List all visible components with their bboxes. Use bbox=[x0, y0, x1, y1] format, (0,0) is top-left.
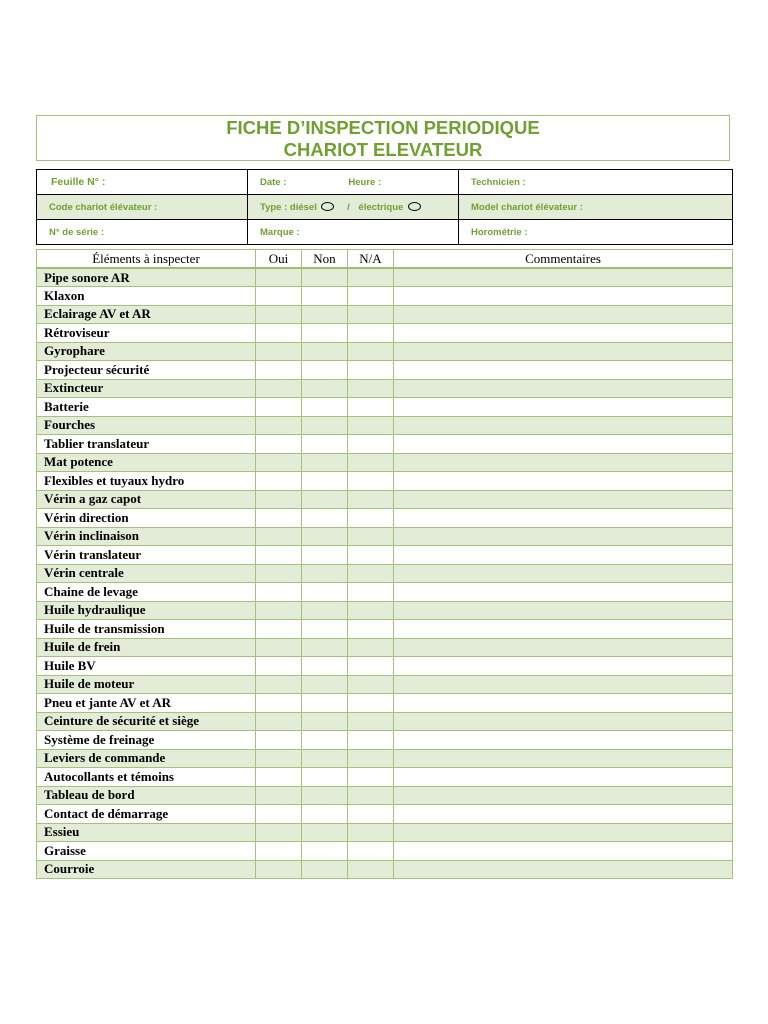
comment-cell[interactable] bbox=[394, 823, 733, 842]
header-oui: Oui bbox=[256, 250, 302, 269]
na-cell[interactable] bbox=[348, 620, 394, 639]
item-label: Vérin direction bbox=[37, 509, 256, 528]
comment-cell[interactable] bbox=[394, 435, 733, 454]
table-row bbox=[37, 342, 733, 361]
item-label: Vérin translateur bbox=[37, 546, 256, 565]
table-row bbox=[37, 527, 733, 546]
na-cell[interactable] bbox=[348, 675, 394, 694]
non-cell[interactable] bbox=[302, 786, 348, 805]
oui-cell[interactable] bbox=[256, 601, 302, 620]
comment-cell[interactable] bbox=[394, 638, 733, 657]
horometrie-label: Horométrie : bbox=[471, 226, 528, 238]
info-table bbox=[36, 169, 733, 245]
na-cell[interactable] bbox=[348, 564, 394, 583]
table-row bbox=[37, 823, 733, 842]
comment-cell[interactable] bbox=[394, 712, 733, 731]
non-cell[interactable] bbox=[302, 472, 348, 491]
table-row bbox=[37, 583, 733, 602]
item-label: Projecteur sécurité bbox=[37, 361, 256, 380]
item-label: Essieu bbox=[37, 823, 256, 842]
item-label: Vérin inclinaison bbox=[37, 527, 256, 546]
na-cell[interactable] bbox=[348, 712, 394, 731]
item-label: Gyrophare bbox=[37, 342, 256, 361]
marque-field[interactable] bbox=[248, 220, 459, 245]
comment-cell[interactable] bbox=[394, 509, 733, 528]
comment-cell[interactable] bbox=[394, 860, 733, 879]
non-cell[interactable] bbox=[302, 842, 348, 861]
oui-cell[interactable] bbox=[256, 583, 302, 602]
oui-cell[interactable] bbox=[256, 731, 302, 750]
comment-cell[interactable] bbox=[394, 416, 733, 435]
na-cell[interactable] bbox=[348, 842, 394, 861]
comment-cell[interactable] bbox=[394, 583, 733, 602]
oui-cell[interactable] bbox=[256, 620, 302, 639]
oui-cell[interactable] bbox=[256, 509, 302, 528]
item-label: Rétroviseur bbox=[37, 324, 256, 343]
non-cell[interactable] bbox=[302, 638, 348, 657]
oui-cell[interactable] bbox=[256, 305, 302, 324]
comment-cell[interactable] bbox=[394, 472, 733, 491]
comment-cell[interactable] bbox=[394, 620, 733, 639]
header-commentaires: Commentaires bbox=[394, 250, 733, 269]
comment-cell[interactable] bbox=[394, 731, 733, 750]
comment-cell[interactable] bbox=[394, 287, 733, 306]
non-cell[interactable] bbox=[302, 546, 348, 565]
heure-label: Heure : bbox=[348, 176, 382, 188]
item-label: Leviers de commande bbox=[37, 749, 256, 768]
comment-cell[interactable] bbox=[394, 361, 733, 380]
non-cell[interactable] bbox=[302, 823, 348, 842]
na-cell[interactable] bbox=[348, 268, 394, 287]
model-label: Model chariot élévateur : bbox=[471, 201, 583, 213]
form-title bbox=[36, 115, 730, 161]
type-slash: / bbox=[347, 201, 350, 213]
non-cell[interactable] bbox=[302, 860, 348, 879]
non-cell[interactable] bbox=[302, 620, 348, 639]
table-row bbox=[37, 564, 733, 583]
comment-cell[interactable] bbox=[394, 490, 733, 509]
non-cell[interactable] bbox=[302, 675, 348, 694]
table-row bbox=[37, 860, 733, 879]
item-label: Batterie bbox=[37, 398, 256, 417]
comment-cell[interactable] bbox=[394, 342, 733, 361]
type-label: Type : diésel bbox=[260, 201, 317, 213]
non-cell[interactable] bbox=[302, 379, 348, 398]
non-cell[interactable] bbox=[302, 731, 348, 750]
comment-cell[interactable] bbox=[394, 768, 733, 787]
oui-cell[interactable] bbox=[256, 564, 302, 583]
oui-cell[interactable] bbox=[256, 361, 302, 380]
na-cell[interactable] bbox=[348, 546, 394, 565]
item-label: Tablier translateur bbox=[37, 435, 256, 454]
item-label: Eclairage AV et AR bbox=[37, 305, 256, 324]
item-label: Tableau de bord bbox=[37, 786, 256, 805]
na-cell[interactable] bbox=[348, 786, 394, 805]
non-cell[interactable] bbox=[302, 694, 348, 713]
na-cell[interactable] bbox=[348, 435, 394, 454]
na-cell[interactable] bbox=[348, 601, 394, 620]
oui-cell[interactable] bbox=[256, 546, 302, 565]
oui-cell[interactable] bbox=[256, 768, 302, 787]
feuille-label: Feuille N° : bbox=[51, 176, 106, 188]
date-label: Date : bbox=[260, 176, 287, 188]
non-cell[interactable] bbox=[302, 805, 348, 824]
comment-cell[interactable] bbox=[394, 749, 733, 768]
table-row bbox=[37, 786, 733, 805]
comment-cell[interactable] bbox=[394, 601, 733, 620]
na-cell[interactable] bbox=[348, 379, 394, 398]
na-cell[interactable] bbox=[348, 583, 394, 602]
item-label: Chaine de levage bbox=[37, 583, 256, 602]
non-cell[interactable] bbox=[302, 361, 348, 380]
item-label: Ceinture de sécurité et siège bbox=[37, 712, 256, 731]
table-row bbox=[37, 657, 733, 676]
table-row bbox=[37, 472, 733, 491]
oui-cell[interactable] bbox=[256, 287, 302, 306]
horometrie-field[interactable] bbox=[459, 220, 733, 245]
item-label: Fourches bbox=[37, 416, 256, 435]
non-cell[interactable] bbox=[302, 712, 348, 731]
na-cell[interactable] bbox=[348, 324, 394, 343]
title-line-2: CHARIOT ELEVATEUR bbox=[283, 139, 483, 160]
code-label: Code chariot élévateur : bbox=[49, 201, 158, 213]
oui-cell[interactable] bbox=[256, 472, 302, 491]
comment-cell[interactable] bbox=[394, 805, 733, 824]
comment-cell[interactable] bbox=[394, 527, 733, 546]
na-cell[interactable] bbox=[348, 287, 394, 306]
table-row bbox=[37, 435, 733, 454]
electrique-radio-icon[interactable] bbox=[408, 202, 421, 211]
serie-label: N° de série : bbox=[49, 226, 105, 238]
non-cell[interactable] bbox=[302, 287, 348, 306]
oui-cell[interactable] bbox=[256, 749, 302, 768]
oui-cell[interactable] bbox=[256, 638, 302, 657]
comment-cell[interactable] bbox=[394, 675, 733, 694]
table-row bbox=[37, 675, 733, 694]
technicien-label: Technicien : bbox=[471, 176, 526, 188]
na-cell[interactable] bbox=[348, 361, 394, 380]
comment-cell[interactable] bbox=[394, 453, 733, 472]
na-cell[interactable] bbox=[348, 305, 394, 324]
item-label: Pipe sonore AR bbox=[37, 268, 256, 287]
oui-cell[interactable] bbox=[256, 435, 302, 454]
comment-cell[interactable] bbox=[394, 379, 733, 398]
comment-cell[interactable] bbox=[394, 305, 733, 324]
na-cell[interactable] bbox=[348, 860, 394, 879]
non-cell[interactable] bbox=[302, 527, 348, 546]
non-cell[interactable] bbox=[302, 398, 348, 417]
non-cell[interactable] bbox=[302, 324, 348, 343]
non-cell[interactable] bbox=[302, 268, 348, 287]
model-field[interactable] bbox=[459, 195, 733, 220]
comment-cell[interactable] bbox=[394, 694, 733, 713]
type-field[interactable] bbox=[248, 195, 459, 220]
code-chariot-field[interactable] bbox=[37, 195, 248, 220]
item-label: Pneu et jante AV et AR bbox=[37, 694, 256, 713]
oui-cell[interactable] bbox=[256, 490, 302, 509]
oui-cell[interactable] bbox=[256, 453, 302, 472]
item-label: Klaxon bbox=[37, 287, 256, 306]
table-row bbox=[37, 712, 733, 731]
comment-cell[interactable] bbox=[394, 546, 733, 565]
oui-cell[interactable] bbox=[256, 342, 302, 361]
oui-cell[interactable] bbox=[256, 416, 302, 435]
oui-cell[interactable] bbox=[256, 398, 302, 417]
na-cell[interactable] bbox=[348, 398, 394, 417]
oui-cell[interactable] bbox=[256, 823, 302, 842]
item-label: Autocollants et témoins bbox=[37, 768, 256, 787]
marque-label: Marque : bbox=[260, 226, 300, 238]
na-cell[interactable] bbox=[348, 472, 394, 491]
title-line-1: FICHE D’INSPECTION PERIODIQUE bbox=[226, 117, 540, 138]
inspection-table bbox=[36, 249, 733, 879]
oui-cell[interactable] bbox=[256, 860, 302, 879]
oui-cell[interactable] bbox=[256, 712, 302, 731]
na-cell[interactable] bbox=[348, 749, 394, 768]
table-row bbox=[37, 305, 733, 324]
na-cell[interactable] bbox=[348, 694, 394, 713]
comment-cell[interactable] bbox=[394, 324, 733, 343]
item-label: Huile BV bbox=[37, 657, 256, 676]
item-label: Huile de frein bbox=[37, 638, 256, 657]
comment-cell[interactable] bbox=[394, 398, 733, 417]
item-label: Extincteur bbox=[37, 379, 256, 398]
na-cell[interactable] bbox=[348, 823, 394, 842]
oui-cell[interactable] bbox=[256, 657, 302, 676]
non-cell[interactable] bbox=[302, 342, 348, 361]
table-row bbox=[37, 638, 733, 657]
oui-cell[interactable] bbox=[256, 675, 302, 694]
non-cell[interactable] bbox=[302, 509, 348, 528]
comment-cell[interactable] bbox=[394, 786, 733, 805]
na-cell[interactable] bbox=[348, 731, 394, 750]
comment-cell[interactable] bbox=[394, 842, 733, 861]
non-cell[interactable] bbox=[302, 453, 348, 472]
non-cell[interactable] bbox=[302, 601, 348, 620]
item-label: Courroie bbox=[37, 860, 256, 879]
non-cell[interactable] bbox=[302, 657, 348, 676]
na-cell[interactable] bbox=[348, 509, 394, 528]
oui-cell[interactable] bbox=[256, 379, 302, 398]
table-row bbox=[37, 694, 733, 713]
item-label: Huile hydraulique bbox=[37, 601, 256, 620]
na-cell[interactable] bbox=[348, 805, 394, 824]
item-label: Huile de transmission bbox=[37, 620, 256, 639]
oui-cell[interactable] bbox=[256, 842, 302, 861]
non-cell[interactable] bbox=[302, 305, 348, 324]
item-label: Flexibles et tuyaux hydro bbox=[37, 472, 256, 491]
table-row bbox=[37, 509, 733, 528]
header-na: N/A bbox=[348, 250, 394, 269]
item-label: Contact de démarrage bbox=[37, 805, 256, 824]
table-row bbox=[37, 398, 733, 417]
comment-cell[interactable] bbox=[394, 268, 733, 287]
non-cell[interactable] bbox=[302, 416, 348, 435]
serie-field[interactable] bbox=[37, 220, 248, 245]
table-row bbox=[37, 768, 733, 787]
item-label: Mat potence bbox=[37, 453, 256, 472]
non-cell[interactable] bbox=[302, 768, 348, 787]
table-row bbox=[37, 842, 733, 861]
table-row bbox=[37, 268, 733, 287]
item-label: Huile de moteur bbox=[37, 675, 256, 694]
non-cell[interactable] bbox=[302, 490, 348, 509]
table-row bbox=[37, 546, 733, 565]
item-label: Système de freinage bbox=[37, 731, 256, 750]
item-label: Vérin a gaz capot bbox=[37, 490, 256, 509]
na-cell[interactable] bbox=[348, 638, 394, 657]
table-row bbox=[37, 805, 733, 824]
header-elements: Éléments à inspecter bbox=[37, 250, 256, 269]
item-label: Graisse bbox=[37, 842, 256, 861]
table-row bbox=[37, 379, 733, 398]
oui-cell[interactable] bbox=[256, 324, 302, 343]
table-row bbox=[37, 731, 733, 750]
item-label: Vérin centrale bbox=[37, 564, 256, 583]
non-cell[interactable] bbox=[302, 435, 348, 454]
oui-cell[interactable] bbox=[256, 268, 302, 287]
technicien-field[interactable] bbox=[459, 170, 733, 195]
oui-cell[interactable] bbox=[256, 527, 302, 546]
oui-cell[interactable] bbox=[256, 805, 302, 824]
comment-cell[interactable] bbox=[394, 564, 733, 583]
non-cell[interactable] bbox=[302, 749, 348, 768]
na-cell[interactable] bbox=[348, 527, 394, 546]
table-row bbox=[37, 620, 733, 639]
oui-cell[interactable] bbox=[256, 694, 302, 713]
non-cell[interactable] bbox=[302, 583, 348, 602]
feuille-field[interactable] bbox=[37, 170, 248, 195]
electrique-label: électrique bbox=[358, 201, 404, 213]
diesel-radio-icon[interactable] bbox=[321, 202, 334, 211]
na-cell[interactable] bbox=[348, 342, 394, 361]
table-row bbox=[37, 324, 733, 343]
na-cell[interactable] bbox=[348, 453, 394, 472]
oui-cell[interactable] bbox=[256, 786, 302, 805]
na-cell[interactable] bbox=[348, 768, 394, 787]
table-row bbox=[37, 601, 733, 620]
date-heure-field[interactable] bbox=[248, 170, 459, 195]
na-cell[interactable] bbox=[348, 490, 394, 509]
table-row bbox=[37, 749, 733, 768]
na-cell[interactable] bbox=[348, 657, 394, 676]
header-non: Non bbox=[302, 250, 348, 269]
na-cell[interactable] bbox=[348, 416, 394, 435]
table-row bbox=[37, 361, 733, 380]
table-row bbox=[37, 416, 733, 435]
table-row bbox=[37, 490, 733, 509]
comment-cell[interactable] bbox=[394, 657, 733, 676]
non-cell[interactable] bbox=[302, 564, 348, 583]
table-row bbox=[37, 287, 733, 306]
table-row bbox=[37, 453, 733, 472]
